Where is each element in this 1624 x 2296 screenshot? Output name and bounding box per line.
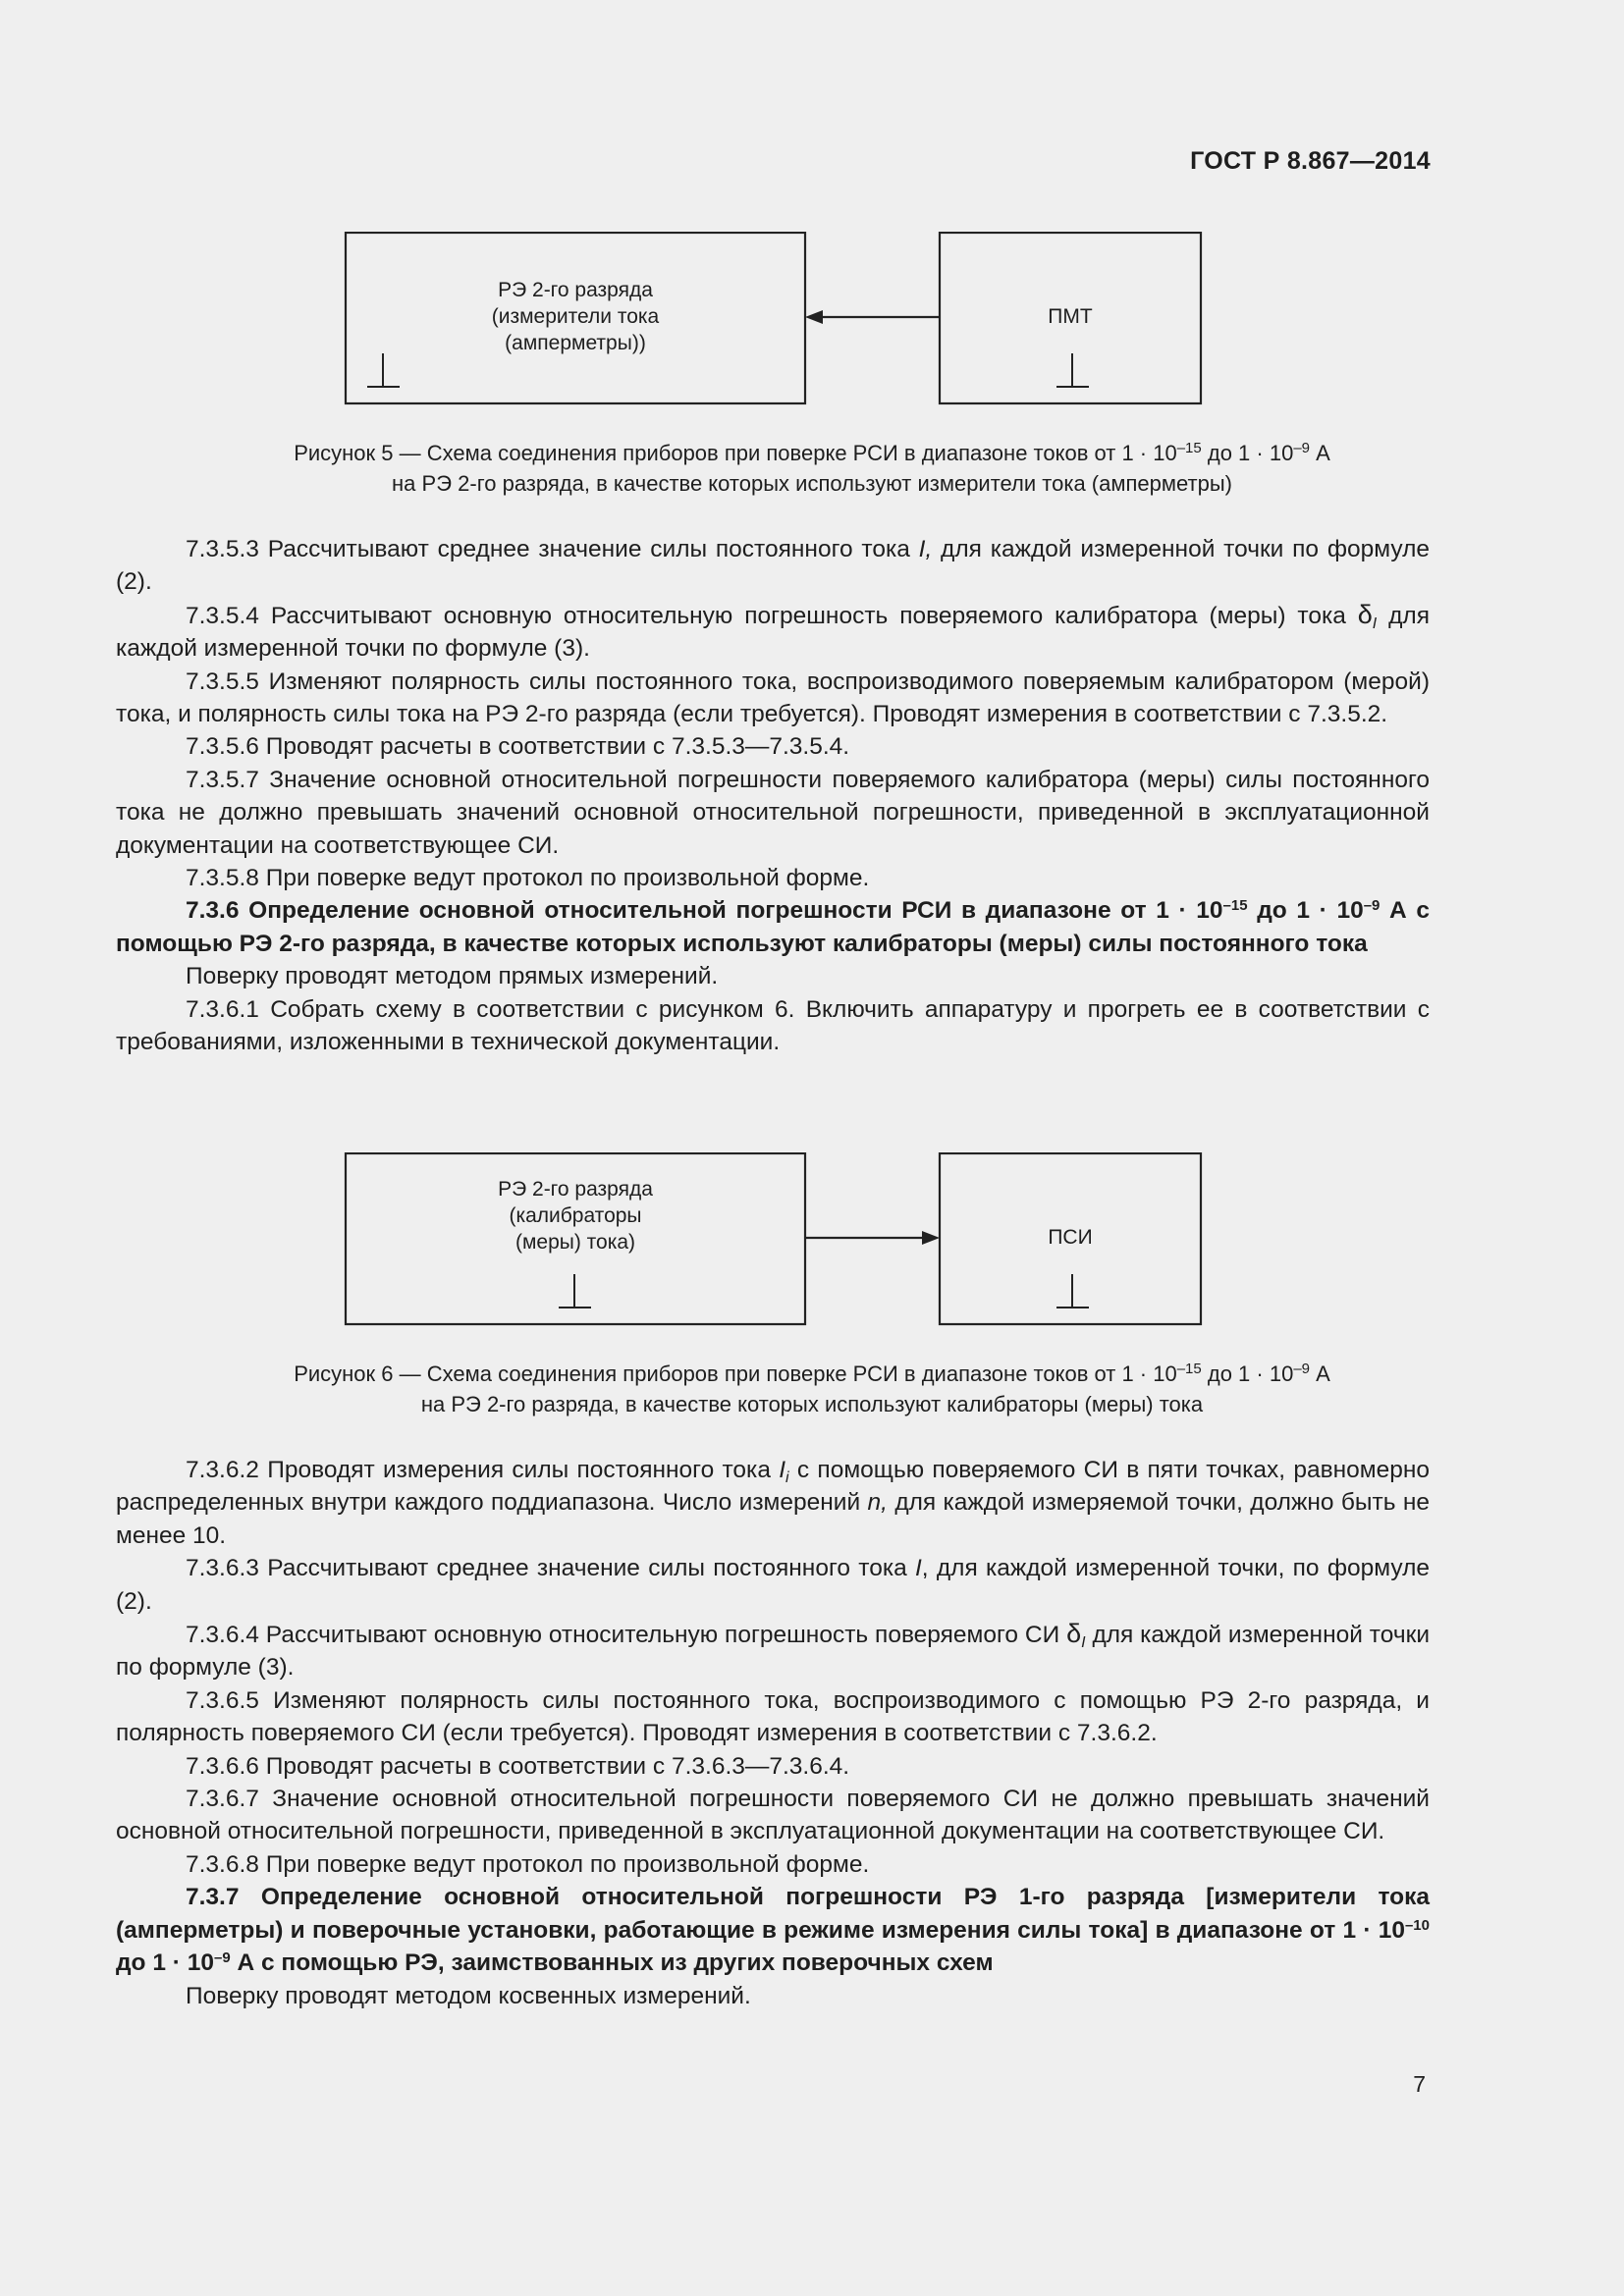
paragraph: 7.3.6.3 Рассчитывают среднее значение силы постоянного тока I, для каждой измеренной точки, по формуле (2). bbox=[116, 1555, 1430, 1615]
paragraph: 7.3.6.1 Собрать схему в соответствии с рисунком 6. Включить аппаратуру и прогреть ее в соответствии с требованиями, изложенными в технической документации. bbox=[116, 995, 1430, 1056]
paragraph: Поверку проводят методом прямых измерений. bbox=[186, 963, 719, 990]
paragraph: 7.3.6.2 Проводят измерения силы постоянного тока $I_i$ с помощью поверяемого СИ в пяти точках, равномерно распределенных внутри каждого поддиапазона. Число измерений n, для каждой измеряемой точки, должно быть не менее 10. bbox=[116, 1457, 1430, 1549]
ground-symbol-left bbox=[559, 1274, 591, 1308]
paragraph: 7.3.6.6 Проводят расчеты в соответствии с 7.3.6.3—7.3.6.4. bbox=[186, 1752, 850, 1780]
ground-symbol-right bbox=[1056, 353, 1089, 387]
paragraph: 7.3.5.7 Значение основной относительной погрешности поверяемого калибратора (меры) силы постоянного тока не должно превышать значений основной относительной погрешности, приведенной в эксплуатационной документации на соответствующее СИ. bbox=[116, 766, 1430, 859]
section-heading-7-3-7: 7.3.7 Определение основной относительной погрешности РЭ 1-го разряда [измерители тока (амперметры) и поверочные установки, работающие в режиме измерения силы тока] в диапазоне от $1 \cdot 10^{-10}$ до $1 \cdot 10^{-9}$ А с помощью РЭ, заимствованных из других поверочных схем bbox=[116, 1884, 1430, 1977]
section-7-3-5-text bbox=[116, 533, 1430, 1059]
paragraph: 7.3.5.8 При поверке ведут протокол по произвольной форме. bbox=[186, 865, 870, 892]
paragraph: 7.3.5.6 Проводят расчеты в соответствии с 7.3.5.3—7.3.5.4. bbox=[186, 733, 850, 761]
section-heading-7-3-6: 7.3.6 Определение основной относительной погрешности РСИ в диапазоне от $1 \cdot 10^{-15}$ до $1 \cdot 10^{-9}$ А с помощью РЭ 2-го разряда, в качестве которых используют калибраторы (меры) силы постоянного тока bbox=[116, 897, 1431, 957]
figure-6-caption: Рисунок 6 — Схема соединения приборов при поверке РСИ в диапазоне токов от $1 \cdot 10^{-15}$ до $1 \cdot 10^{-9}$ А на РЭ 2-го разряда, в качестве которых используют калибраторы (меры) тока bbox=[294, 1361, 1330, 1416]
paragraph: 7.3.6.7 Значение основной относительной погрешности поверяемого СИ не должно превышать значений основной относительной погрешности, приведенной в эксплуатационной документации на соответствующее СИ. bbox=[116, 1786, 1430, 1845]
paragraph: 7.3.6.4 Рассчитывают основную относительную погрешность поверяемого СИ $\delta_I$ для каждой измеренной точки по формуле (3). bbox=[116, 1619, 1431, 1682]
figure-6-diagram bbox=[0, 1152, 1624, 1329]
psi-box-label: ПСИ bbox=[1048, 1226, 1093, 1249]
paragraph: 7.3.6.5 Изменяют полярность силы постоянного тока, воспроизводимого с помощью РЭ 2-го разряда, и полярность поверяемого СИ (если требуется). Проводят измерения в соответствии с 7.3.6.2. bbox=[116, 1686, 1430, 1747]
paragraph: 7.3.5.4 Рассчитывают основную относительную погрешность поверяемого калибратора (меры) тока $\delta_I$ для каждой измеренной точки по формуле (3). bbox=[116, 599, 1430, 663]
ground-symbol-right bbox=[1056, 1274, 1089, 1308]
pmt-box-label: ПМТ bbox=[1048, 305, 1093, 328]
page-number: 7 bbox=[1413, 2071, 1426, 2097]
arrow-head bbox=[922, 1231, 940, 1245]
ground-symbol-left bbox=[367, 353, 400, 387]
paragraph: 7.3.5.5 Изменяют полярность силы постоянного тока, воспроизводимого поверяемым калибратором (мерой) тока, и полярность силы тока на РЭ 2-го разряда (если требуется). Проводят измерения в соответствии с 7.3.5.2. bbox=[116, 667, 1430, 728]
paragraph: 7.3.5.3 Рассчитывают среднее значение силы постоянного тока I, для каждой измеренной точки по формуле (2). bbox=[116, 536, 1430, 596]
section-7-3-6-text bbox=[116, 1454, 1430, 2012]
standard-header: ГОСТ Р 8.867—2014 bbox=[1190, 147, 1431, 175]
figure-5-caption: Рисунок 5 — Схема соединения приборов при поверке РСИ в диапазоне токов от $1 \cdot 10^{-15}$ до $1 \cdot 10^{-9}$ А на РЭ 2-го разряда, в качестве которых используют измерители тока (амперметры) bbox=[294, 440, 1330, 496]
figure-5-svg bbox=[0, 232, 1624, 408]
reference-box-label: РЭ 2-го разряда (калибраторы (меры) тока) bbox=[498, 1178, 653, 1254]
figure-5-diagram bbox=[0, 232, 1624, 408]
figure-6-svg bbox=[0, 1152, 1624, 1329]
reference-box-label: РЭ 2-го разряда (измерители тока (амперметры)) bbox=[491, 279, 660, 354]
paragraph: 7.3.6.8 При поверке ведут протокол по произвольной форме. bbox=[186, 1850, 870, 1878]
arrow-head bbox=[805, 310, 823, 324]
paragraph: Поверку проводят методом косвенных измерений. bbox=[186, 1982, 751, 2009]
